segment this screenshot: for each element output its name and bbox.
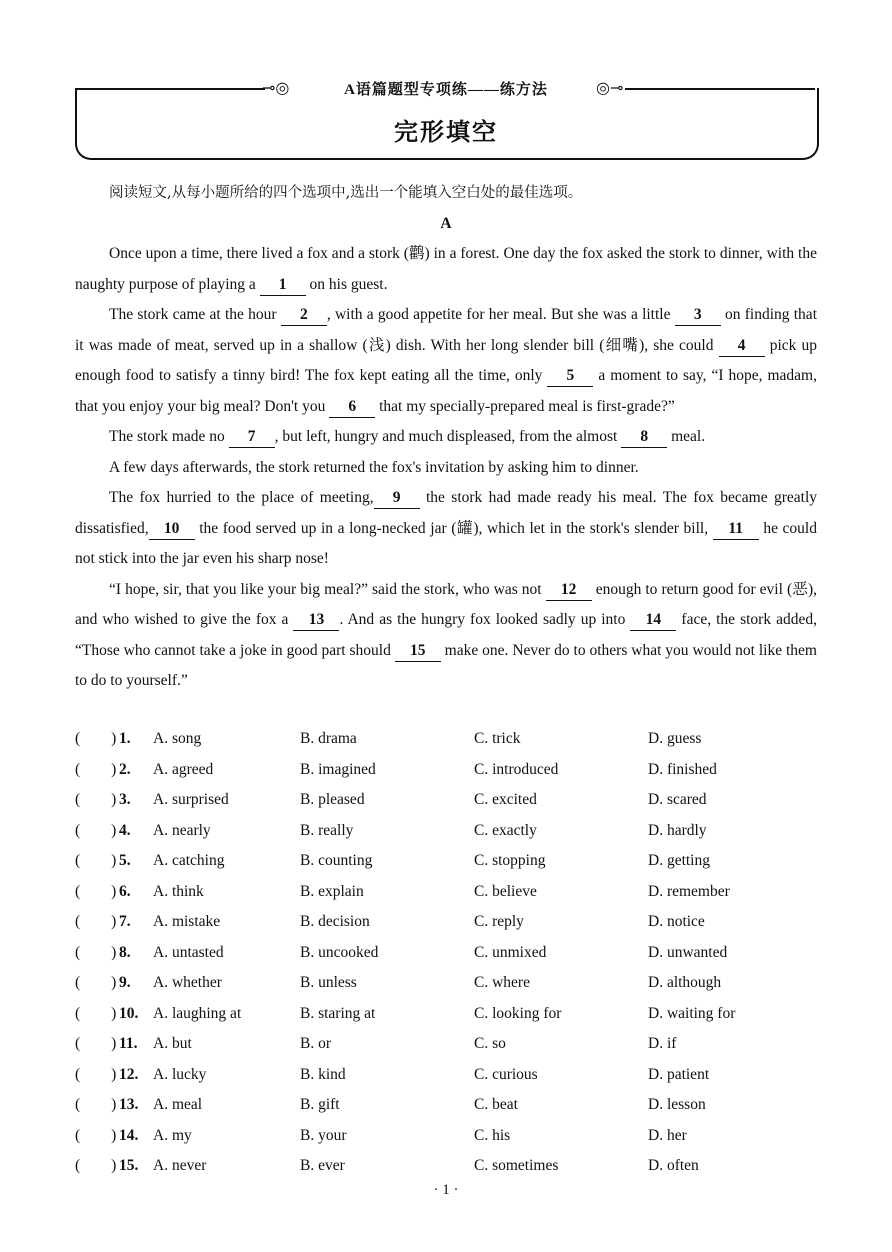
paragraph-text: that my specially-prepared meal is first-grade?” bbox=[375, 397, 675, 415]
question-row bbox=[75, 724, 817, 755]
option-b: B. kind bbox=[300, 1065, 346, 1083]
question-row bbox=[75, 1090, 817, 1121]
option-a: A. song bbox=[153, 730, 202, 747]
answer-bracket: ( ) bbox=[75, 1096, 117, 1113]
paragraph-text: make one. Never do to others what you would not like them to do to yourself.” bbox=[75, 641, 817, 689]
option-d: D. her bbox=[648, 1126, 687, 1144]
option-b: B. really bbox=[300, 821, 354, 839]
paragraph-text: “I hope, sir, that you like your big meal?” said the stork, who was not bbox=[109, 580, 546, 598]
answer-bracket: ( ) bbox=[75, 821, 117, 839]
option-d: D. patient bbox=[648, 1065, 710, 1083]
question-number: 13. bbox=[119, 1096, 139, 1113]
option-a: A. mistake bbox=[153, 913, 221, 930]
paragraph-text: on his guest. bbox=[305, 275, 388, 293]
question-number: 5. bbox=[119, 852, 131, 869]
paragraph-2 bbox=[75, 300, 817, 422]
blank-1: 1 bbox=[260, 275, 306, 296]
question-number: 4. bbox=[119, 821, 131, 839]
paragraph-6 bbox=[75, 575, 817, 697]
blank-12: 12 bbox=[546, 580, 592, 601]
option-d: D. although bbox=[648, 974, 722, 991]
option-c: C. unmixed bbox=[474, 943, 547, 961]
answer-bracket: ( ) bbox=[75, 1065, 117, 1083]
paragraph-text: Once upon a time, there lived a fox and a stork (鹳) in a forest. One day the fox asked the stork to dinner, with the naughty purpose of playing a bbox=[75, 245, 817, 293]
question-number: 7. bbox=[119, 913, 131, 930]
paragraph-text: The fox hurried to the place of meeting, bbox=[109, 489, 374, 506]
option-d: D. unwanted bbox=[648, 943, 728, 961]
question-number: 10. bbox=[119, 1004, 139, 1022]
option-b: B. or bbox=[300, 1035, 331, 1052]
option-b: B. uncooked bbox=[300, 943, 379, 961]
paragraph-text: he could not stick into the jar even his sharp nose! bbox=[75, 519, 817, 567]
question-number: 9. bbox=[119, 974, 131, 991]
question-number: 15. bbox=[119, 1157, 139, 1174]
option-b: B. gift bbox=[300, 1096, 340, 1113]
option-b: B. unless bbox=[300, 974, 357, 991]
question-number: 11. bbox=[119, 1035, 138, 1052]
answer-bracket: ( ) bbox=[75, 791, 117, 808]
option-a: A. surprised bbox=[153, 791, 229, 808]
option-b: B. ever bbox=[300, 1157, 345, 1174]
question-number: 3. bbox=[119, 791, 131, 808]
question-number: 1. bbox=[119, 730, 131, 747]
option-b: B. explain bbox=[300, 882, 364, 900]
question-row bbox=[75, 999, 817, 1030]
paragraph-text: , with a good appetite for her meal. But she was a little bbox=[326, 306, 675, 323]
option-d: D. remember bbox=[648, 882, 730, 900]
answer-bracket: ( ) bbox=[75, 882, 117, 900]
passage-area bbox=[75, 178, 817, 697]
question-row bbox=[75, 1121, 817, 1152]
header-ornament-left-icon: ⊸◎ bbox=[262, 80, 290, 97]
question-number: 6. bbox=[119, 882, 131, 900]
option-a: A. nearly bbox=[153, 821, 211, 839]
page-number: · 1 · bbox=[433, 1182, 459, 1198]
paragraph-text: . And as the hungry fox looked sadly up into bbox=[339, 611, 631, 628]
page-title: 完形填空 bbox=[394, 118, 498, 146]
question-row bbox=[75, 968, 817, 999]
option-d: D. notice bbox=[648, 913, 705, 930]
instruction-text: 阅读短文,从每小题所给的四个选项中,选出一个能填入空白处的最佳选项。 bbox=[109, 185, 583, 201]
question-row bbox=[75, 1151, 817, 1182]
blank-3: 3 bbox=[675, 305, 721, 326]
option-a: A. think bbox=[153, 882, 204, 900]
option-d: D. getting bbox=[648, 852, 710, 869]
option-b: B. pleased bbox=[300, 791, 365, 808]
paragraph-text: , but left, hungry and much displeased, from the almost bbox=[274, 428, 622, 445]
question-number: 12. bbox=[119, 1065, 139, 1083]
question-row bbox=[75, 846, 817, 877]
paragraph-3 bbox=[75, 422, 817, 453]
blank-5: 5 bbox=[547, 366, 593, 387]
option-a: A. never bbox=[153, 1157, 207, 1174]
option-a: A. untasted bbox=[153, 943, 224, 961]
answer-bracket: ( ) bbox=[75, 974, 117, 991]
option-c: C. believe bbox=[474, 882, 537, 900]
option-c: C. reply bbox=[474, 913, 524, 930]
answer-bracket: ( ) bbox=[75, 913, 117, 930]
option-c: C. where bbox=[474, 974, 530, 991]
answer-bracket: ( ) bbox=[75, 1004, 117, 1022]
option-c: C. trick bbox=[474, 730, 521, 747]
question-number: 2. bbox=[119, 760, 131, 778]
blank-8: 8 bbox=[621, 427, 667, 448]
paragraph-text: a moment to say, “I hope, madam, that you enjoy your big meal? Don't you bbox=[75, 367, 817, 415]
blank-11: 11 bbox=[713, 519, 759, 540]
option-d: D. hardly bbox=[648, 821, 707, 839]
question-number: 8. bbox=[119, 943, 131, 961]
blank-4: 4 bbox=[719, 336, 765, 357]
option-a: A. whether bbox=[153, 974, 222, 991]
question-row bbox=[75, 816, 817, 847]
question-row bbox=[75, 1060, 817, 1091]
option-c: C. sometimes bbox=[474, 1157, 559, 1174]
blank-6: 6 bbox=[329, 397, 375, 418]
option-a: A. meal bbox=[153, 1096, 203, 1113]
option-b: B. your bbox=[300, 1126, 347, 1144]
blank-2: 2 bbox=[281, 305, 327, 326]
paragraph-text: The stork made no bbox=[109, 428, 229, 445]
option-a: A. agreed bbox=[153, 760, 214, 778]
paragraph-4: A few days afterwards, the stork returned the fox's invitation by asking him to dinner. bbox=[109, 458, 639, 476]
blank-14: 14 bbox=[630, 610, 676, 631]
option-c: C. beat bbox=[474, 1096, 518, 1113]
paragraph-text: the stork had made ready his meal. The fox became greatly dissatisfied, bbox=[75, 489, 818, 537]
option-c: C. looking for bbox=[474, 1004, 562, 1022]
section-label: A bbox=[440, 214, 452, 232]
answer-bracket: ( ) bbox=[75, 1157, 117, 1174]
answer-bracket: ( ) bbox=[75, 730, 117, 747]
header-ornament-right-icon: ◎⊸ bbox=[596, 80, 624, 97]
option-a: A. but bbox=[153, 1035, 192, 1052]
option-d: D. finished bbox=[648, 760, 717, 778]
option-c: C. exactly bbox=[474, 821, 537, 839]
option-c: C. stopping bbox=[474, 852, 546, 869]
question-row bbox=[75, 877, 817, 908]
option-d: D. guess bbox=[648, 730, 702, 747]
option-c: C. introduced bbox=[474, 760, 559, 778]
blank-13: 13 bbox=[293, 610, 339, 631]
paragraph-text: enough to return good for evil (恶), and who wished to give the fox a bbox=[75, 580, 817, 628]
paragraph-1 bbox=[75, 239, 817, 300]
answer-bracket: ( ) bbox=[75, 852, 117, 869]
option-a: A. lucky bbox=[153, 1065, 207, 1083]
blank-15: 15 bbox=[395, 641, 441, 662]
option-a: A. my bbox=[153, 1126, 192, 1144]
series-title: A语篇题型专项练——练方法 bbox=[344, 82, 548, 98]
question-list bbox=[75, 724, 817, 1182]
option-a: A. laughing at bbox=[153, 1004, 242, 1022]
question-row bbox=[75, 907, 817, 938]
paragraph-text: on finding that it was made of meat, served up in a shallow (浅) dish. With her long slender bill (细嘴), she could bbox=[75, 306, 817, 354]
answer-bracket: ( ) bbox=[75, 1126, 117, 1144]
option-b: B. drama bbox=[300, 730, 357, 747]
paragraph-text: the food served up in a long-necked jar (罐), which let in the stork's slender bill, bbox=[194, 519, 713, 537]
paragraph-5 bbox=[75, 483, 817, 575]
option-d: D. lesson bbox=[648, 1096, 706, 1113]
question-row bbox=[75, 755, 817, 786]
answer-bracket: ( ) bbox=[75, 760, 117, 778]
option-c: C. excited bbox=[474, 791, 537, 808]
option-d: D. often bbox=[648, 1157, 699, 1174]
blank-10: 10 bbox=[149, 519, 195, 540]
option-c: C. his bbox=[474, 1126, 511, 1144]
question-row bbox=[75, 938, 817, 969]
option-c: C. so bbox=[474, 1035, 506, 1052]
option-b: B. imagined bbox=[300, 760, 376, 778]
option-b: B. decision bbox=[300, 913, 370, 930]
question-row bbox=[75, 785, 817, 816]
question-number: 14. bbox=[119, 1126, 139, 1144]
option-d: D. waiting for bbox=[648, 1004, 736, 1022]
paragraph-text: face, the stork added, “Those who cannot take a joke in good part should bbox=[75, 611, 817, 659]
blank-9: 9 bbox=[374, 488, 420, 509]
paragraph-text: The stork came at the hour bbox=[109, 306, 281, 323]
paragraph-text: pick up enough food to satisfy a tinny bird! The fox kept eating all the time, only bbox=[75, 336, 818, 384]
option-d: D. scared bbox=[648, 791, 707, 808]
option-a: A. catching bbox=[153, 852, 225, 869]
option-c: C. curious bbox=[474, 1065, 538, 1083]
blank-7: 7 bbox=[229, 427, 275, 448]
answer-bracket: ( ) bbox=[75, 1035, 117, 1052]
option-b: B. staring at bbox=[300, 1004, 376, 1022]
paragraph-text: meal. bbox=[667, 428, 706, 445]
question-row bbox=[75, 1029, 817, 1060]
option-d: D. if bbox=[648, 1035, 677, 1052]
answer-bracket: ( ) bbox=[75, 943, 117, 961]
option-b: B. counting bbox=[300, 852, 373, 869]
